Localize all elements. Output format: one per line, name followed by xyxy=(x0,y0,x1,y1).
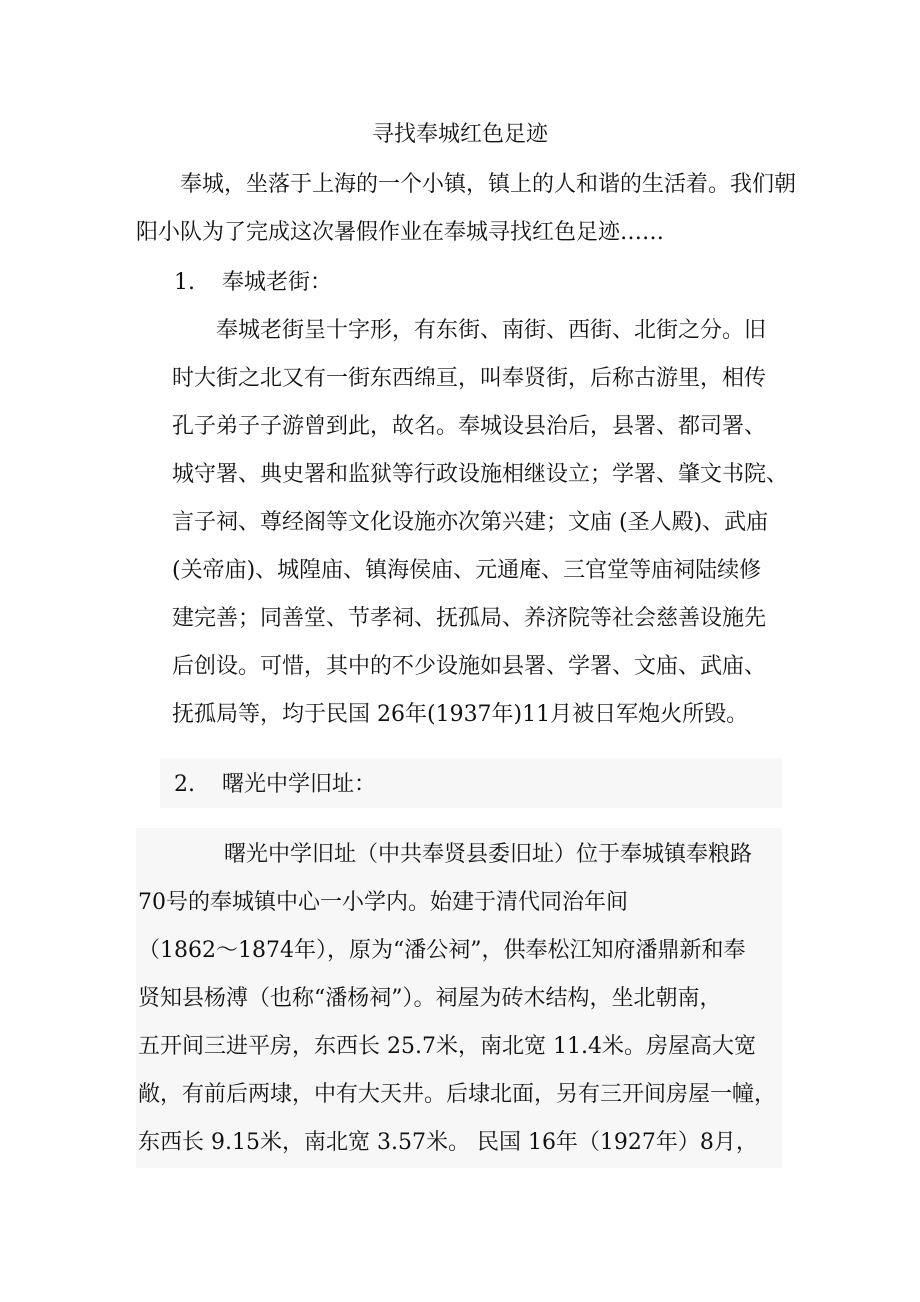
section-heading xyxy=(174,268,332,298)
section-heading xyxy=(174,770,376,800)
paragraph-line: 曙光中学旧址（中共奉贤县委旧址）位于奉城镇奉粮路 xyxy=(224,842,753,867)
paragraph-line: 五开间三进平房，东西长 25.7米，南北宽 11.4米。房屋高大宽 xyxy=(138,1034,756,1059)
paragraph-line: 建完善；同善堂、节孝祠、抚孤局、养济院等社会慈善设施先 xyxy=(172,606,767,631)
paragraph-line: 东西长 9.15米，南北宽 3.57米。 民国 16年（1927年）8月， xyxy=(138,1130,758,1155)
section-number: 2. xyxy=(174,772,195,797)
section-heading-text: 曙光中学旧址： xyxy=(222,772,377,797)
paragraph-line: 抚孤局等，均于民国 26年(1937年)11月被日军炮火所毁。 xyxy=(172,702,749,727)
paragraph-line: 70号的奉城镇中心一小学内。始建于清代同治年间 xyxy=(138,890,628,915)
paragraph-line: 敞，有前后两埭，中有大天井。后埭北面，另有三开间房屋一幢， xyxy=(138,1082,777,1107)
intro-line: 阳小队为了完成这次暑假作业在奉城寻找红色足迹…… xyxy=(136,220,665,245)
paragraph-line: 城守署、典史署和监狱等行政设施相继设立；学署、肇文书院、 xyxy=(172,462,789,487)
paragraph-line: 后创设。可惜，其中的不少设施如县署、学署、文庙、武庙、 xyxy=(172,654,767,679)
section-heading-text: 奉城老街： xyxy=(222,270,333,295)
document-title: 寻找奉城红色足迹 xyxy=(371,122,548,147)
paragraph-line: 奉城老街呈十字形，有东街、南街、西街、北街之分。旧 xyxy=(216,318,767,343)
paragraph-line: (关帝庙)、城隍庙、镇海侯庙、元通庵、三官堂等庙祠陆续修 xyxy=(172,558,762,583)
paragraph-line: 贤知县杨溥（也称“潘杨祠”）。祠屋为砖木结构，坐北朝南， xyxy=(138,986,722,1011)
paragraph-line: 孔子弟子子游曾到此，故名。奉城设县治后，县署、都司署、 xyxy=(172,414,767,439)
intro-line: 奉城，坐落于上海的一个小镇，镇上的人和谐的生活着。我们朝 xyxy=(180,172,797,197)
section-number: 1. xyxy=(174,270,195,295)
paragraph-line: 时大街之北又有一街东西绵亘，叫奉贤街，后称古游里，相传 xyxy=(172,366,767,391)
paragraph-line: （1862～1874年），原为“潘公祠”，供奉松江知府潘鼎新和奉 xyxy=(138,938,746,963)
paragraph-line: 言子祠、尊经阁等文化设施亦次第兴建；文庙 (圣人殿)、武庙 xyxy=(172,510,769,535)
